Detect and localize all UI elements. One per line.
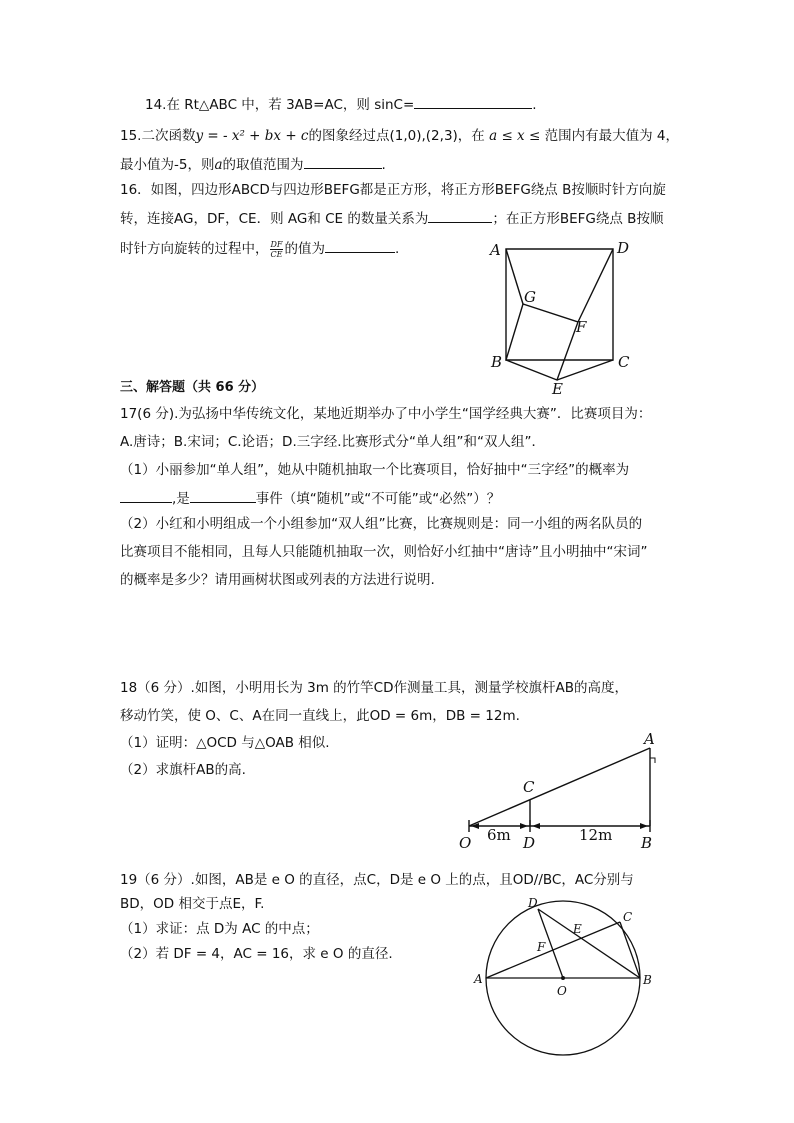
dimension-od: 6m [487, 826, 511, 844]
q17-blank-2 [190, 488, 256, 503]
q16-line1: 16．如图，四边形ABCD与四边形BEFG都是正方形，将正方形BEFG绕点 B按顺时针方向旋 [120, 182, 666, 198]
q15-line2-text-b: 的取值范围为 [222, 157, 304, 173]
q16-frac-num: DF [270, 239, 283, 249]
q18-line3: （1）证明：△OCD 与△OAB 相似. [120, 735, 330, 751]
q15-end: . [381, 157, 386, 173]
question-14 [145, 94, 537, 115]
label-o: O [557, 984, 567, 998]
square-abcd [506, 249, 613, 360]
q19-line2: BD，OD 相交于点E，F. [120, 896, 265, 912]
q17-blank-1 [120, 488, 172, 503]
q16-line3-a: 时针方向旋转的过程中， [120, 241, 269, 257]
label-f: F [576, 318, 587, 336]
q15-text-b: 的图象经过点(1,0),(2,3)，在 [308, 128, 485, 144]
q15-label: 15.二次函数 [120, 128, 196, 144]
q15-line2-text: 最小值为-5，则 [120, 157, 215, 173]
q19-line3: （1）求证：点 D为 AC 的中点； [120, 921, 319, 937]
label-b: B [643, 973, 652, 987]
section-3-title: 三、解答题（共 66 分） [120, 380, 265, 395]
q16-line3-b: 的值为 [284, 241, 325, 257]
dimension-db: 12m [579, 826, 613, 844]
q18-figure [455, 728, 670, 853]
label-d: D [617, 239, 630, 257]
q14-text: 14.在 Rt△ABC 中，若 3AB=AC，则 sinC= [145, 97, 415, 113]
label-b: B [491, 353, 503, 371]
q15-var: a [214, 157, 223, 173]
label-c: C [618, 353, 630, 371]
label-c: C [523, 778, 535, 796]
question-16-line2 [120, 208, 663, 229]
label-a: A [474, 972, 483, 986]
q17-line1: 17(6 分).为弘扬中华传统文化，某地近期举办了中小学生“国学经典大赛”．比赛项目为： [120, 406, 652, 422]
q16-line2-a: 转，连接AG，DF，CE．则 AG和 CE 的数量关系为 [120, 211, 429, 227]
chord-bc [620, 922, 640, 978]
q14-end: . [532, 97, 537, 113]
segment-df [578, 249, 613, 322]
q16-answer-blank-1 [428, 208, 492, 223]
label-a: A [490, 241, 501, 259]
arrow-b [640, 823, 648, 829]
q17-line4-b: 事件（填“随机”或“不可能”或“必然”）？ [255, 491, 501, 507]
q15-text-c: 范围内有最大值为 4， [544, 128, 679, 144]
label-d: D [523, 834, 536, 852]
q17-line6: 比赛项目不能相同，且每人只能随机抽取一次，则恰好小红抽中“唐诗”且小明抽中“宋词” [120, 544, 648, 560]
q16-line2-b: ；在正方形BEFG绕点 B按顺 [492, 211, 664, 227]
q14-answer-blank [414, 94, 532, 109]
label-g: G [524, 288, 536, 306]
question-16-line1 [120, 180, 666, 200]
q17-line5: （2）小红和小明组成一个小组参加“双人组”比赛，比赛规则是：同一小组的两名队员的 [120, 516, 643, 532]
q16-figure [480, 236, 650, 396]
question-15-line2 [120, 154, 386, 175]
q17-line4-a: ,是 [172, 491, 190, 507]
question-15-line1 [120, 126, 679, 146]
q16-answer-blank-2 [325, 238, 395, 253]
label-d: D [528, 896, 538, 910]
label-b: B [641, 834, 653, 852]
q15-range: a ≤ x ≤ [489, 128, 541, 144]
segment-ag [506, 249, 523, 304]
q19-line1: 19（6 分）.如图，AB是 e O 的直径，点C，D是 e O 上的点，且OD//BC，AC分别与 [120, 872, 634, 888]
q18-line4: （2）求旗杆AB的高. [120, 762, 246, 778]
q19-figure [470, 895, 655, 1055]
q16-fraction [270, 240, 284, 259]
q16-end: . [394, 241, 400, 257]
label-a: A [644, 730, 655, 748]
q15-answer-blank [304, 154, 382, 169]
q18-line1: 18（6 分）.如图，小明用长为 3m 的竹竿CD作测量工具，测量学校旗杆AB的高度， [120, 680, 628, 696]
q19-line4: （2）若 DF = 4，AC = 16，求 e O 的直径. [120, 946, 393, 962]
q17-line4 [120, 488, 500, 509]
label-o: O [459, 834, 472, 852]
label-e: E [573, 922, 582, 936]
center-dot [561, 976, 565, 980]
q16-frac-den: CE [270, 249, 283, 259]
label-e: E [552, 380, 563, 398]
arrow-d-left [520, 823, 528, 829]
segment-ce [557, 360, 613, 380]
sight-line [469, 748, 650, 826]
square-befg [506, 304, 578, 380]
q18-line2: 移动竹笑，使 O、C、A在同一直线上，此OD = 6m，DB = 12m. [120, 708, 520, 724]
arrow-d-right [532, 823, 540, 829]
q17-line3: （1）小丽参加“单人组”，她从中随机抽取一个比赛项目，恰好抽中“三字经”的概率为 [120, 462, 630, 478]
label-f: F [537, 940, 546, 954]
q17-line7: 的概率是多少？请用画树状图或列表的方法进行说明. [120, 572, 435, 588]
label-c: C [623, 910, 633, 924]
question-16-line3 [120, 238, 399, 259]
right-angle-mark [650, 758, 655, 763]
q17-line2: A.唐诗；B.宋词；C.论语；D.三字经.比赛形式分“单人组”和“双人组”． [120, 434, 546, 450]
q15-formula: y = - x² + bx + c [195, 128, 309, 144]
